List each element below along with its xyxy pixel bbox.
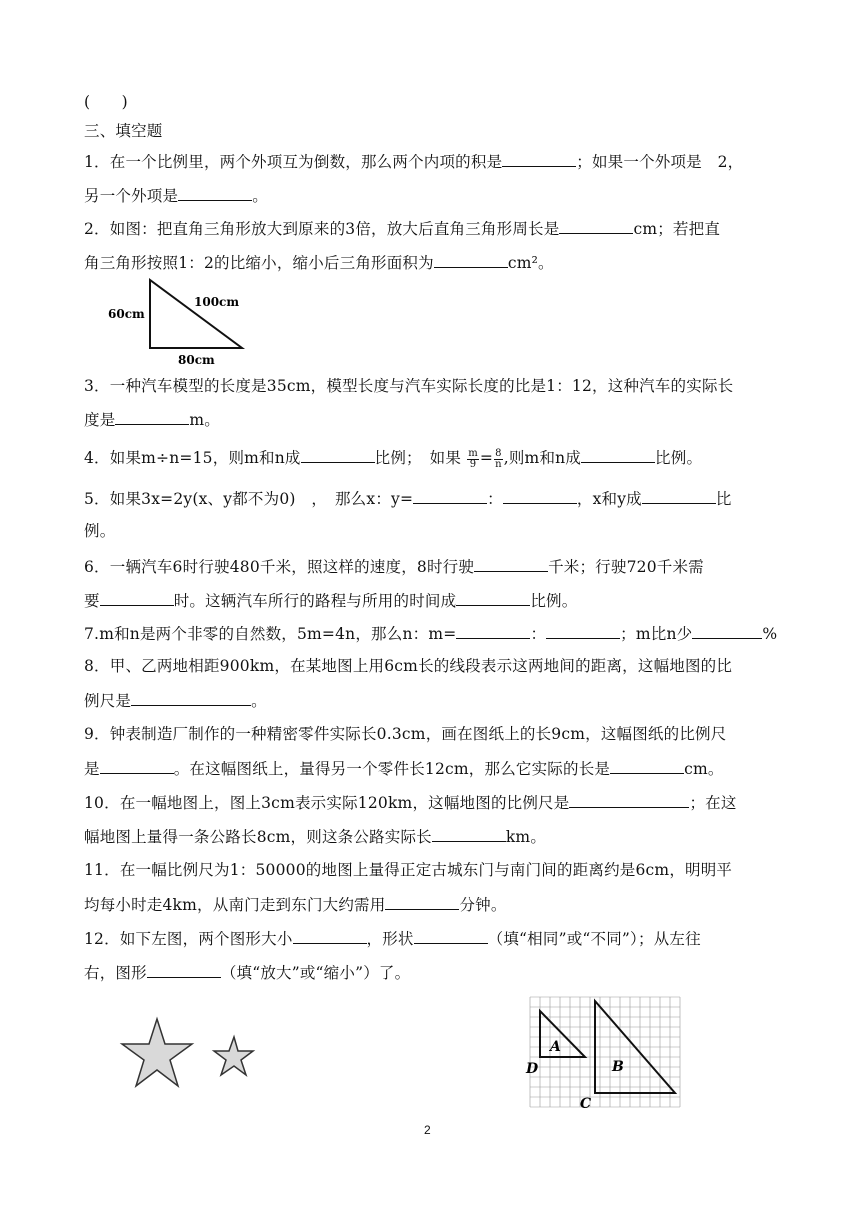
question-8-line-1: 8．甲、乙两地相距900km，在某地图上用6cm长的线段表示这两地间的距离，这幅地图的比 (84, 657, 733, 675)
question-4-line-1: 4．如果m÷n=15，则m和n成 比例； 如果 $\frac{m}{9}$ = $\frac{8}{n}$ ,则m和n成 比例。 (84, 447, 703, 470)
answer-blank[interactable] (434, 252, 508, 268)
small-star-shape (214, 1037, 253, 1075)
triangle-left-label: 60cm (108, 307, 145, 321)
answer-blank[interactable] (569, 792, 689, 808)
answer-blank[interactable] (559, 218, 633, 234)
label-b: B (612, 1059, 624, 1075)
question-7-line-1: 7.m和n是两个非零的自然数，5m=4n，那么n：m= ： ；m比n少 % (84, 625, 778, 643)
question-5-line-1: 5．如果3x=2y(x、y都不为0) ， 那么x：y= ： ，x和y成 比 (84, 490, 732, 508)
question-2-line-1: 2．如图：把直角三角形放大到原来的3倍，放大后直角三角形周长是 cm；若把直 (84, 220, 721, 238)
answer-blank[interactable] (502, 151, 576, 167)
triangle-a-shape (540, 1011, 585, 1057)
answer-blank[interactable] (474, 556, 548, 572)
question-9-line-2: 是 。在这幅图纸上，量得另一个零件长12cm，那么它实际的长是 cm。 (84, 760, 724, 778)
answer-blank[interactable] (456, 623, 530, 639)
question-11-line-2: 均每小时走4km，从南门走到东门大约需用 分钟。 (84, 896, 507, 914)
answer-blank[interactable] (432, 826, 506, 842)
question-6-line-1: 6．一辆汽车6时行驶480千米，照这样的速度，8时行驶 千米；行驶720千米需 (84, 558, 704, 576)
page-number: 2 (424, 1123, 431, 1137)
answer-blank[interactable] (413, 488, 487, 504)
fraction-8-over-n: $\frac{8}{n}$ (495, 447, 502, 470)
question-1-line-2: 另一个外项是 。 (84, 187, 268, 205)
section-title: 三、填空题 (84, 122, 163, 140)
question-9-line-1: 9．钟表制造厂制作的一种精密零件实际长0.3cm，画在图纸上的长9cm，这幅图纸的比例尺 (84, 725, 727, 743)
answer-blank[interactable] (642, 488, 716, 504)
answer-parentheses: ( ) (84, 93, 128, 111)
question-1-line-1: 1．在一个比例里，两个外项互为倒数，那么两个内项的积是 ；如果一个外项是 2， (84, 153, 744, 171)
question-8-line-2: 例尺是 。 (84, 692, 267, 710)
grid-triangles-figure (524, 995, 686, 1113)
question-3-line-1: 3．一种汽车模型的长度是35cm，模型长度与汽车实际长度的比是1：12，这种汽车的实际长 (84, 377, 734, 395)
question-12-line-1: 12．如下左图，两个图形大小 ，形状 （填“相同”或“不同”）；从左往 (84, 930, 701, 948)
answer-blank[interactable] (115, 409, 189, 425)
answer-blank[interactable] (610, 758, 684, 774)
answer-blank[interactable] (100, 758, 174, 774)
answer-blank[interactable] (581, 447, 655, 463)
answer-blank[interactable] (692, 623, 762, 639)
label-d: D (526, 1061, 539, 1077)
label-a: A (550, 1039, 561, 1055)
stars-figure (115, 1015, 265, 1095)
answer-blank[interactable] (385, 894, 459, 910)
answer-blank[interactable] (546, 623, 620, 639)
label-c: C (580, 1096, 592, 1112)
question-5-line-2: 例。 (84, 522, 116, 540)
answer-blank[interactable] (147, 962, 221, 978)
right-triangle-figure (100, 276, 270, 368)
question-11-line-1: 11．在一幅比例尺为1：50000的地图上量得正定古城东门与南门间的距离约是6cm，明明平 (84, 861, 733, 879)
answer-blank[interactable] (100, 590, 174, 606)
answer-blank[interactable] (293, 928, 367, 944)
question-10-line-1: 10．在一幅地图上，图上3cm表示实际120km，这幅地图的比例尺是 ；在这 (84, 794, 737, 812)
question-12-line-2: 右，图形 （填“放大”或“缩小”）了。 (84, 964, 411, 982)
fraction-m-over-9: $\frac{m}{9}$ (468, 447, 478, 470)
question-6-line-2: 要 时。这辆汽车所行的路程与所用的时间成 比例。 (84, 592, 578, 610)
triangle-shape (150, 280, 242, 348)
triangle-hypotenuse-label: 100cm (194, 295, 240, 309)
answer-blank[interactable] (301, 447, 375, 463)
question-2-line-2: 角三角形按照1：2的比缩小，缩小后三角形面积为 cm²。 (84, 254, 554, 272)
large-star-shape (122, 1019, 192, 1086)
answer-blank[interactable] (456, 590, 530, 606)
question-10-line-2: 幅地图上量得一条公路长8cm，则这条公路实际长 km。 (84, 828, 547, 846)
answer-blank[interactable] (131, 690, 251, 706)
answer-blank[interactable] (414, 928, 488, 944)
answer-blank[interactable] (503, 488, 577, 504)
triangle-bottom-label: 80cm (178, 353, 215, 367)
question-3-line-2: 度是 m。 (84, 411, 221, 429)
answer-blank[interactable] (178, 185, 252, 201)
